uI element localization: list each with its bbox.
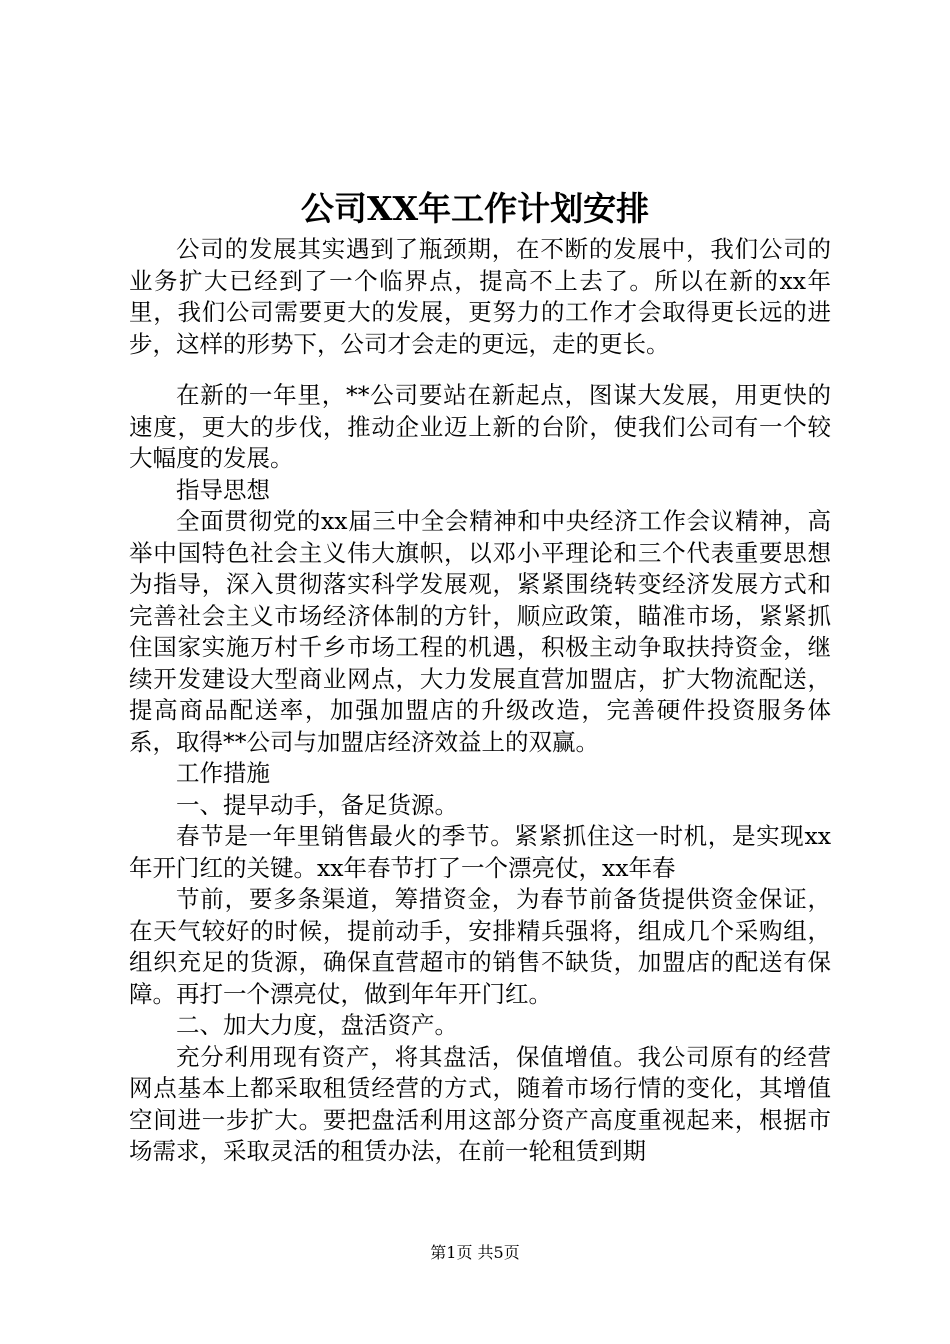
paragraph-intro: 公司的发展其实遇到了瓶颈期，在不断的发展中，我们公司的业务扩大已经到了一个临界点，提高不上去了。所以在新的xx年里，我们公司需要更大的发展，更努力的工作才会取得更长远的进步，这样的形势下，公司才会走的更远，走的更长。 — [129, 235, 831, 358]
paragraph-spring-festival-cont: 节前，要多条渠道，筹措资金，为春节前备货提供资金保证，在天气较好的时候，提前动手，安排精兵强将，组成几个采购组，组织充足的货源，确保直营超市的销售不缺货，加盟店的配送有保障。再打一个漂亮仗，做到年年开门红。 — [129, 885, 831, 1008]
heading-guiding-thought: 指导思想 — [176, 475, 270, 504]
page-footer: 第1页 共5页 — [430, 1243, 520, 1262]
heading-measure-one: 一、提早动手，备足货源。 — [176, 790, 458, 819]
paragraph-assets: 充分利用现有资产，将其盘活，保值增值。我公司原有的经营网点基本上都采取租赁经营的方式，随着市场行情的变化，其增值空间进一步扩大。要把盘活利用这部分资产高度重视起来，根据市场需求，采取灵活的租赁办法，在前一轮租赁到期 — [129, 1042, 831, 1165]
document-body — [129, 234, 831, 1168]
paragraph-spring-festival: 春节是一年里销售最火的季节。紧紧抓住这一时机，是实现xx年开门红的关键。xx年春节打了一个漂亮仗，xx年春 — [129, 822, 831, 882]
paragraph-gap — [129, 360, 831, 380]
document-title: 公司XX年工作计划安排 — [300, 189, 650, 228]
paragraph-new-year: 在新的一年里，**公司要站在新起点，图谋大发展，用更快的速度，更大的步伐，推动企业迈上新的台阶，使我们公司有一个较大幅度的发展。 — [129, 381, 831, 472]
paragraph-guiding-thought: 全面贯彻党的xx届三中全会精神和中央经济工作会议精神，高举中国特色社会主义伟大旗帜，以邓小平理论和三个代表重要思想为指导，深入贯彻落实科学发展观，紧紧围绕转变经济发展方式和完善社会主义市场经济体制的方针，顺应政策，瞄准市场，紧紧抓住国家实施万村千乡市场工程的机遇，积极主动争取扶持资金，继续开发建设大型商业网点，大力发展直营加盟店，扩大物流配送，提高商品配送率，加强加盟店的升级改造，完善硬件投资服务体系，取得**公司与加盟店经济效益上的双赢。 — [129, 507, 831, 756]
heading-work-measures: 工作措施 — [176, 759, 270, 787]
heading-measure-two: 二、加大力度，盘活资产。 — [176, 1011, 458, 1039]
